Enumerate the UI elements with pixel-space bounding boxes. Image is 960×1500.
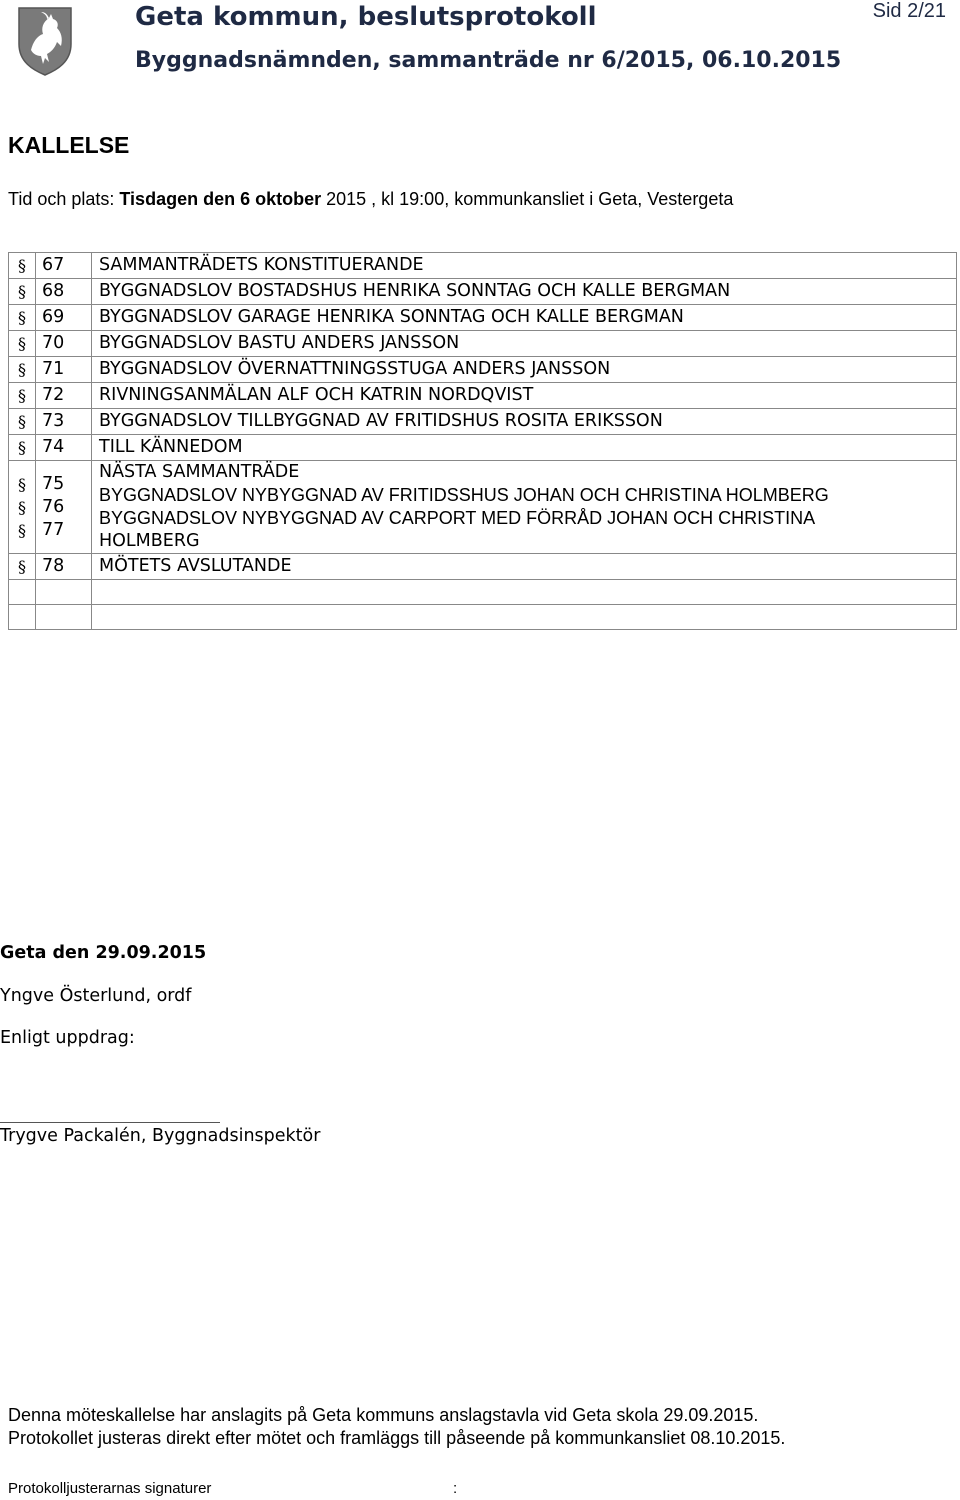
inspector-name: Trygve Packalén, Byggnadsinspektör — [0, 1126, 321, 1146]
section-symbol: § — [18, 557, 26, 576]
agenda-text-cell — [92, 383, 957, 409]
commission-label: Enligt uppdrag: — [0, 1028, 135, 1048]
municipality-crest-logo — [17, 6, 73, 76]
agenda-row — [9, 554, 957, 580]
agenda-row-multi — [9, 461, 957, 554]
document-title: Geta kommun, beslutsprotokoll — [135, 2, 597, 32]
empty-cell — [9, 580, 36, 605]
time-place-date: Tisdagen den 6 oktober — [119, 189, 322, 209]
time-place-rest: 2015 , kl 19:00, kommunkansliet i Geta, Vestergeta — [321, 189, 734, 209]
agenda-row — [9, 253, 957, 279]
agenda-text: BYGGNADSLOV TILLBYGGNAD AV FRITIDSHUS ROSITA ERIKSSON — [99, 411, 663, 431]
agenda-number-cell — [36, 279, 92, 305]
posting-notice: Denna möteskallelse har anslagits på Geta kommuns anslagstavla vid Geta skola 29.09.2015. — [8, 1405, 759, 1425]
agenda-text: NÄSTA SAMMANTRÄDE — [99, 462, 300, 482]
time-place-prefix: Tid och plats: — [8, 189, 120, 209]
empty-cell — [92, 605, 957, 630]
agenda-text: BYGGNADSLOV GARAGE HENRIKA SONNTAG OCH KALLE BERGMAN — [99, 307, 684, 327]
time-and-place — [8, 189, 733, 210]
agenda-text-cell — [92, 331, 957, 357]
agenda-text: TILL KÄNNEDOM — [99, 437, 243, 457]
agenda-number: 74 — [42, 437, 65, 457]
agenda-text: MÖTETS AVSLUTANDE — [99, 556, 292, 576]
section-symbol: § — [18, 497, 26, 517]
agenda-row — [9, 357, 957, 383]
agenda-empty-row — [9, 605, 957, 630]
section-symbol: § — [18, 334, 26, 353]
agenda-row — [9, 435, 957, 461]
agenda-number-cell — [36, 383, 92, 409]
agenda-text-cell — [92, 461, 957, 554]
agenda-number: 69 — [42, 307, 65, 327]
section-symbol-cell — [9, 331, 36, 357]
footer-colon: : — [453, 1480, 458, 1497]
agenda-text-cell — [92, 253, 957, 279]
agenda-number-cell — [36, 461, 92, 554]
chairman-name: Yngve Österlund, ordf — [0, 986, 192, 1006]
section-symbol-cell — [9, 357, 36, 383]
agenda-body — [9, 253, 957, 630]
section-symbol: § — [18, 520, 26, 540]
agenda-table — [8, 252, 957, 630]
agenda-row — [9, 279, 957, 305]
empty-cell — [36, 605, 92, 630]
section-symbol-cell — [9, 253, 36, 279]
section-symbol-cell — [9, 554, 36, 580]
agenda-number: 71 — [42, 359, 65, 379]
signatures-footer — [8, 1480, 458, 1497]
section-symbol-cell — [9, 409, 36, 435]
agenda-number-cell — [36, 331, 92, 357]
agenda-number: 76 — [42, 496, 65, 517]
section-symbol: § — [18, 474, 26, 494]
agenda-text: BYGGNADSLOV NYBYGGNAD AV CARPORT MED FÖRRÅD JOHAN OCH CHRISTINA — [99, 508, 816, 528]
section-symbol-cell — [9, 279, 36, 305]
empty-cell — [92, 580, 957, 605]
agenda-text: BYGGNADSLOV ÖVERNATTNINGSSTUGA ANDERS JANSSON — [99, 359, 611, 379]
section-symbol: § — [18, 386, 26, 405]
section-symbol-cell — [9, 435, 36, 461]
agenda-number-cell — [36, 305, 92, 331]
agenda-number-cell — [36, 409, 92, 435]
agenda-text: BYGGNADSLOV BASTU ANDERS JANSSON — [99, 333, 460, 353]
agenda-number-cell — [36, 357, 92, 383]
agenda-number: 70 — [42, 333, 65, 353]
section-symbol: § — [18, 308, 26, 327]
agenda-empty-row — [9, 580, 957, 605]
meeting-subtitle: Byggnadsnämnden, sammanträde nr 6/2015, 06.10.2015 — [135, 48, 842, 73]
signature-line — [0, 1122, 220, 1123]
section-symbol: § — [18, 360, 26, 379]
agenda-text-cell — [92, 409, 957, 435]
agenda-text-cell — [92, 435, 957, 461]
agenda-text: BYGGNADSLOV BOSTADSHUS HENRIKA SONNTAG OCH KALLE BERGMAN — [99, 281, 731, 301]
agenda-number: 68 — [42, 281, 65, 301]
agenda-row — [9, 383, 957, 409]
notice-heading: KALLELSE — [8, 132, 130, 158]
agenda-row — [9, 409, 957, 435]
section-symbol-cell — [9, 461, 36, 554]
agenda-row — [9, 305, 957, 331]
section-symbol: § — [18, 256, 26, 275]
agenda-text: RIVNINGSANMÄLAN ALF OCH KATRIN NORDQVIST — [99, 385, 534, 405]
section-symbol: § — [18, 282, 26, 301]
review-notice: Protokollet justeras direkt efter mötet och framläggs till påseende på kommunkansliet 08.10.2015. — [8, 1428, 786, 1448]
page-number: Sid 2/21 — [872, 0, 946, 22]
agenda-row — [9, 331, 957, 357]
agenda-text: BYGGNADSLOV NYBYGGNAD AV FRITIDSSHUS JOHAN OCH CHRISTINA HOLMBERG — [99, 485, 829, 505]
agenda-text-cell — [92, 554, 957, 580]
agenda-number: 67 — [42, 255, 65, 275]
agenda-text: SAMMANTRÄDETS KONSTITUERANDE — [99, 255, 424, 275]
empty-cell — [36, 580, 92, 605]
agenda-text: HOLMBERG — [99, 531, 200, 551]
section-symbol-cell — [9, 383, 36, 409]
empty-cell — [9, 605, 36, 630]
agenda-number-cell — [36, 253, 92, 279]
agenda-number: 78 — [42, 556, 65, 576]
agenda-number-cell — [36, 554, 92, 580]
agenda-number-cell — [36, 435, 92, 461]
agenda-number: 77 — [42, 519, 65, 540]
agenda-number: 75 — [42, 473, 65, 494]
agenda-text-cell — [92, 305, 957, 331]
section-symbol: § — [18, 438, 26, 457]
section-symbol-cell — [9, 305, 36, 331]
agenda-number: 72 — [42, 385, 65, 405]
signature-date: Geta den 29.09.2015 — [0, 943, 207, 963]
footer-label: Protokolljusterarnas signaturer — [8, 1480, 212, 1497]
agenda-number: 73 — [42, 411, 65, 431]
section-symbol: § — [18, 412, 26, 431]
agenda-text-cell — [92, 357, 957, 383]
agenda-text-cell — [92, 279, 957, 305]
